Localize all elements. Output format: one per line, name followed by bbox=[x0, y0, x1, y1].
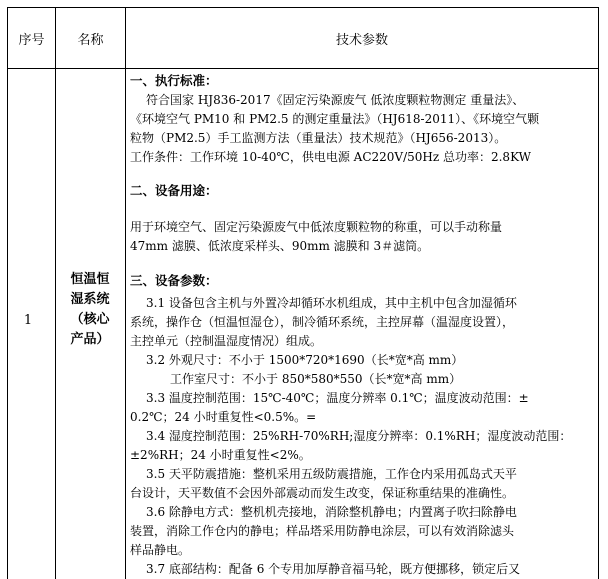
header-col-name: 名称 bbox=[77, 32, 104, 48]
product-name-line: 产品） bbox=[70, 332, 110, 347]
product-name-line: （核心 bbox=[70, 312, 110, 327]
spec-line: 3.4 湿度控制范围：25%RH-70%RH;湿度分辨率：0.1%RH；湿度波动范围： bbox=[146, 429, 572, 443]
section-heading-usage: 二、设备用途： bbox=[130, 183, 218, 198]
spec-line: 主控单元（控制温湿度情况）组成。 bbox=[130, 334, 323, 348]
spec-line: 3.2 外观尺寸：不小于 1500*720*1690（长*宽*高 mm） bbox=[146, 353, 464, 367]
spec-line: 台设计，天平数值不会因外部震动而发生改变，保证称重结果的准确性。 bbox=[130, 486, 515, 500]
spec-line: 符合国家 HJ836-2017《固定污染源废气 低浓度颗粒物测定 重量法》、 bbox=[146, 93, 525, 107]
spec-line: 样品静电。 bbox=[130, 543, 191, 557]
spec-line: 系统，操作仓（恒温恒湿仓），制冷循环系统，主控屏幕（温湿度设置）， bbox=[130, 315, 515, 329]
row-number: 1 bbox=[23, 312, 33, 328]
header-col-no: 序号 bbox=[18, 32, 45, 48]
spec-line: 工作条件：工作环境 10-40℃，供电电源 AC220V/50Hz 总功率：2.8KW bbox=[130, 150, 531, 164]
product-name bbox=[55, 270, 125, 350]
spec-line: 装置，消除工作仓内的静电；样品塔采用防静电涂层，可以有效消除滤头 bbox=[130, 524, 515, 538]
spec-line: 3.6 除静电方式：整机机壳接地，消除整机静电；内置离子吹扫除静电 bbox=[146, 505, 517, 519]
table-right-border bbox=[598, 7, 599, 579]
spec-line: 3.1 设备包含主机与外置冷却循环水机组成，其中主机中包含加湿循环 bbox=[146, 296, 517, 310]
spec-line: 3.7 底部结构：配备 6 个专用加厚静音福马轮，既方便挪移，锁定后又 bbox=[146, 562, 521, 576]
section-heading-params: 三、设备参数： bbox=[130, 273, 218, 288]
spec-line: 0.2℃；24 小时重复性<0.5%。= bbox=[130, 410, 317, 424]
product-name-line: 湿系统 bbox=[70, 292, 110, 307]
header-col-spec: 技术参数 bbox=[335, 32, 388, 48]
spec-line: 3.5 天平防震措施：整机采用五级防震措施，工作仓内采用孤岛式天平 bbox=[146, 467, 517, 481]
spec-line: ±2%RH；24 小时重复性<2%。 bbox=[130, 448, 311, 462]
section-heading-standard: 一、执行标准： bbox=[130, 73, 218, 88]
table-left-border bbox=[7, 7, 8, 579]
spec-line: 用于环境空气、固定污染源废气中低浓度颗粒物的称重，可以手动称量 bbox=[130, 220, 503, 234]
spec-line: 3.3 温度控制范围：15℃-40℃；温度分辨率 0.1℃；温度波动范围：± bbox=[146, 391, 529, 405]
spec-line: 粒物（PM2.5）手工监测方法（重量法）技术规范》（HJ656-2013）。 bbox=[130, 131, 507, 145]
product-name-line: 恒温恒 bbox=[70, 272, 110, 287]
header-bottom-border bbox=[7, 68, 599, 69]
spec-line: 工作室尺寸：不小于 850*580*550（长*宽*高 mm） bbox=[170, 372, 462, 386]
column-divider-2 bbox=[125, 7, 126, 579]
spec-line: 《环境空气 PM10 和 PM2.5 的测定重量法》（HJ618-2011）、《环境空气颗 bbox=[130, 112, 540, 126]
spec-line: 47mm 滤膜、低浓度采样头、90mm 滤膜和 3＃滤筒。 bbox=[130, 239, 430, 253]
